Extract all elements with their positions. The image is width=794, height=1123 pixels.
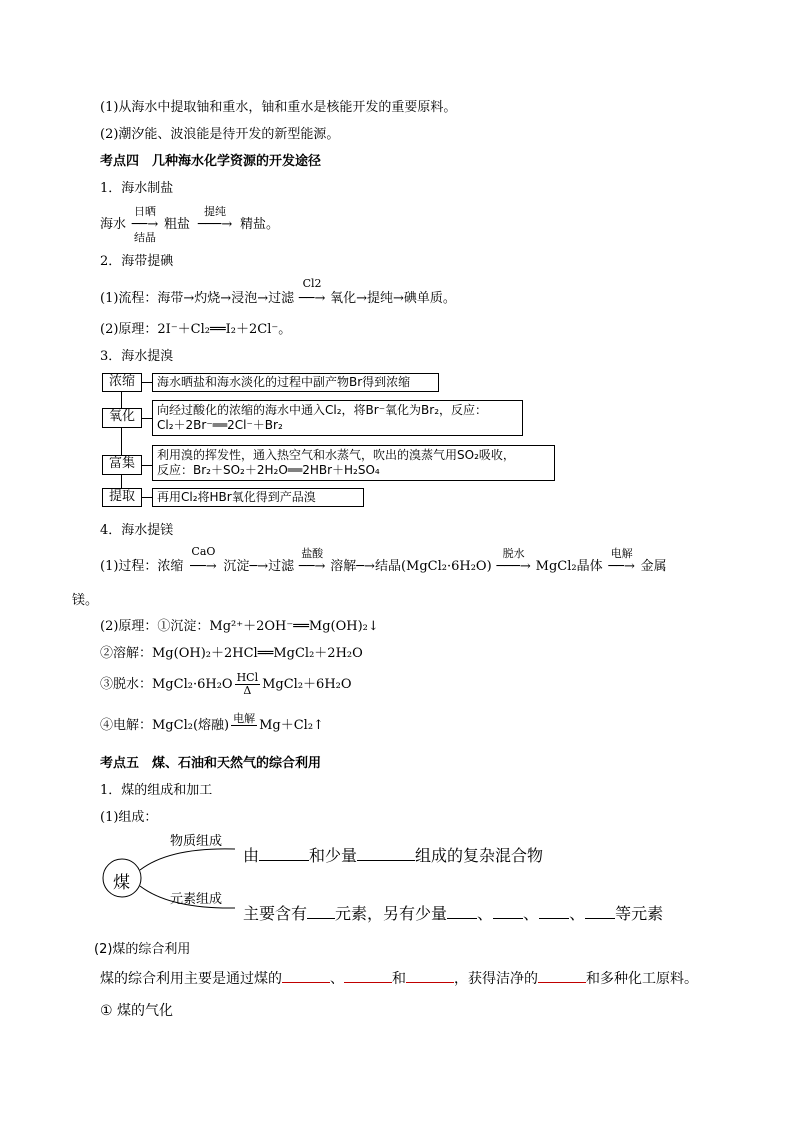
salt-arrow-1-top: 日晒	[134, 205, 157, 218]
mg-p4-left: ④电解：MgCl₂(熔融)	[100, 718, 230, 733]
coal-r2-a: 主要含有	[243, 904, 308, 923]
blank-field	[357, 846, 415, 861]
bromine-step-text: 利用溴的挥发性，通入热空气和水蒸气，吹出的溴蒸气用SO₂吸收，	[157, 448, 515, 462]
coal-branch-material: 物质组成	[170, 834, 223, 849]
coal-row-1	[243, 843, 543, 866]
connector	[121, 475, 122, 488]
bromine-step-label: 氧化	[102, 408, 142, 428]
iodine-flow	[100, 277, 456, 306]
coal-composition-label: (1)组成：	[100, 810, 158, 825]
salt-flow	[100, 205, 280, 244]
coal-circle-label: 煤	[113, 873, 130, 893]
coal-use-c: 和多种化工原料。	[586, 971, 698, 987]
coal-use-b: ，获得洁净的	[454, 971, 538, 987]
coal-r2-sep: 、	[569, 904, 586, 923]
arrow-icon: ───→	[496, 559, 531, 574]
arrow-icon: ─→	[356, 559, 375, 574]
bromine-step-label: 提取	[102, 488, 142, 507]
subheading-coal: 1．煤的组成和加工	[100, 783, 213, 798]
mg-arrow	[294, 547, 330, 574]
mg-p4-condition	[231, 713, 257, 738]
heading-topic-4: 考点四 几种海水化学资源的开发途径	[100, 154, 322, 169]
iodine-principle: (2)原理：2I⁻＋Cl₂══I₂＋2Cl⁻。	[100, 322, 292, 337]
mg-arrow	[183, 545, 223, 574]
blank-field	[447, 904, 477, 919]
salt-arrow-1-bottom: 结晶	[134, 231, 157, 244]
bromine-step-text: 向经过酸化的浓缩的海水中通入Cl₂，将Br⁻氧化为Br₂，反应：	[157, 403, 488, 417]
iodine-arrow	[294, 277, 330, 306]
salt-seawater: 海水	[100, 217, 127, 232]
connector	[142, 465, 152, 466]
connector	[121, 428, 122, 455]
arrow-icon: ──→	[608, 559, 635, 574]
mg-principle-3	[100, 672, 352, 697]
blank-field	[307, 904, 335, 919]
salt-arrow-2	[190, 205, 240, 232]
coal-r1-c: 组成的复杂混合物	[415, 846, 544, 865]
subheading-coal-use: (2)煤的综合利用	[94, 942, 191, 957]
bromine-step-label: 浓缩	[102, 373, 142, 392]
salt-refined: 精盐。	[240, 217, 280, 232]
blank-field	[539, 904, 569, 919]
bromine-step-text: 海水晒盐和海水淡化的过程中副产物Br得到浓缩	[157, 375, 411, 389]
bromine-step-equation: Cl₂＋2Br⁻══2Cl⁻＋Br₂	[157, 418, 283, 432]
mg-arrow-top: 盐酸	[301, 547, 324, 560]
mg-step: 结晶(MgCl₂·6H₂O)	[374, 559, 492, 574]
coal-r1-a: 由	[243, 846, 260, 865]
mg-step: 溶解	[330, 559, 357, 574]
mg-step: MgCl₂晶体	[535, 559, 603, 574]
mg-p3-left: ③脱水：MgCl₂·6H₂O	[100, 677, 233, 692]
arrow-icon: ──→	[190, 559, 217, 574]
mg-step: 金属	[640, 559, 667, 574]
mg-p4-right: Mg＋Cl₂↑	[259, 718, 324, 733]
coal-r1-b: 和少量	[309, 846, 358, 865]
mg-step: 过滤	[268, 559, 295, 574]
bromine-step-equation: 反应：Br₂＋SO₂＋2H₂O══2HBr＋H₂SO₄	[157, 463, 380, 477]
bromine-step-text: 再用Cl₂将HBr氧化得到产品溴	[157, 490, 316, 504]
arrow-icon: ───→	[197, 217, 233, 232]
coal-use-a: 煤的综合利用主要是通过煤的	[100, 971, 282, 987]
mg-principle-4	[100, 713, 324, 738]
iodine-arrow-top: Cl2	[302, 277, 322, 290]
mg-step: (1)过程：浓缩	[100, 559, 184, 574]
blank-field	[538, 970, 586, 983]
blank-field	[282, 970, 330, 983]
mg-p3-top: HCl	[236, 671, 259, 684]
coal-use-sentence	[100, 968, 698, 988]
blank-field	[344, 970, 392, 983]
subheading-iodine: 2．海带提碘	[100, 254, 174, 269]
connector	[142, 497, 152, 498]
bromine-step-desc	[152, 400, 523, 436]
mg-arrow-top: 电解	[610, 547, 633, 560]
mg-process-wrap: 镁。	[72, 593, 99, 608]
mg-process	[100, 545, 667, 574]
salt-arrow-2-top: 提纯	[204, 205, 227, 218]
salt-crude: 粗盐	[164, 217, 191, 232]
connector	[142, 418, 152, 419]
arrow-icon: ─→	[249, 559, 269, 574]
coal-use-and: 和	[392, 971, 406, 987]
paragraph-tidal: (2)潮汐能、波浪能是待开发的新型能源。	[100, 127, 340, 142]
subheading-bromine: 3．海水提溴	[100, 349, 174, 364]
heading-topic-5: 考点五 煤、石油和天然气的综合利用	[100, 756, 322, 771]
bromine-step-desc	[152, 373, 439, 392]
mg-p3-condition	[235, 672, 261, 697]
coal-r2-c: 等元素	[615, 904, 664, 923]
blank-field	[585, 904, 615, 919]
branch-line	[140, 849, 235, 870]
paragraph-uranium: (1)从海水中提取铀和重水，铀和重水是核能开发的重要原料。	[100, 100, 457, 115]
mg-arrow	[603, 547, 641, 574]
arrow-icon: ──→	[131, 217, 159, 232]
mg-arrow-top: 脱水	[502, 547, 525, 560]
iodine-flow-start: (1)流程：海带→灼烧→浸泡→过滤	[100, 291, 295, 306]
blank-field	[406, 970, 454, 983]
bromine-step-label: 富集	[102, 455, 142, 475]
bromine-step-desc	[152, 488, 364, 507]
mg-p4-top: 电解	[233, 712, 256, 725]
coal-r2-b: 元素，另有少量	[335, 904, 448, 923]
arrow-icon: ──→	[298, 291, 326, 306]
mg-arrow-top: CaO	[191, 545, 216, 558]
mg-principle-2: ②溶解：Mg(OH)₂＋2HCl══MgCl₂＋2H₂O	[100, 646, 363, 661]
connector	[142, 382, 152, 383]
subheading-salt: 1．海水制盐	[100, 181, 174, 196]
blank-field	[259, 846, 309, 861]
mg-p3-right: MgCl₂＋6H₂O	[262, 677, 352, 692]
bromine-step-desc	[152, 445, 555, 481]
mg-p4-bottom	[231, 726, 257, 738]
iodine-flow-end: 氧化→提纯→碘单质。	[330, 291, 456, 306]
mg-p3-bottom: Δ	[243, 684, 252, 697]
connector	[121, 392, 122, 408]
coal-r2-sep: 、	[477, 904, 494, 923]
salt-arrow-1	[126, 205, 164, 244]
mg-step: 沉淀	[223, 559, 250, 574]
mg-principle-1: (2)原理：①沉淀：Mg²⁺＋2OH⁻══Mg(OH)₂↓	[100, 619, 379, 634]
blank-field	[493, 904, 523, 919]
coal-r2-sep: 、	[523, 904, 540, 923]
coal-gasification: ① 煤的气化	[100, 1003, 174, 1019]
coal-use-sep: 、	[330, 971, 344, 987]
arrow-icon: ──→	[298, 559, 326, 574]
mg-arrow	[492, 547, 536, 574]
coal-branch-element: 元素组成	[170, 892, 223, 907]
coal-row-2	[243, 901, 663, 924]
subheading-magnesium: 4．海水提镁	[100, 523, 174, 538]
